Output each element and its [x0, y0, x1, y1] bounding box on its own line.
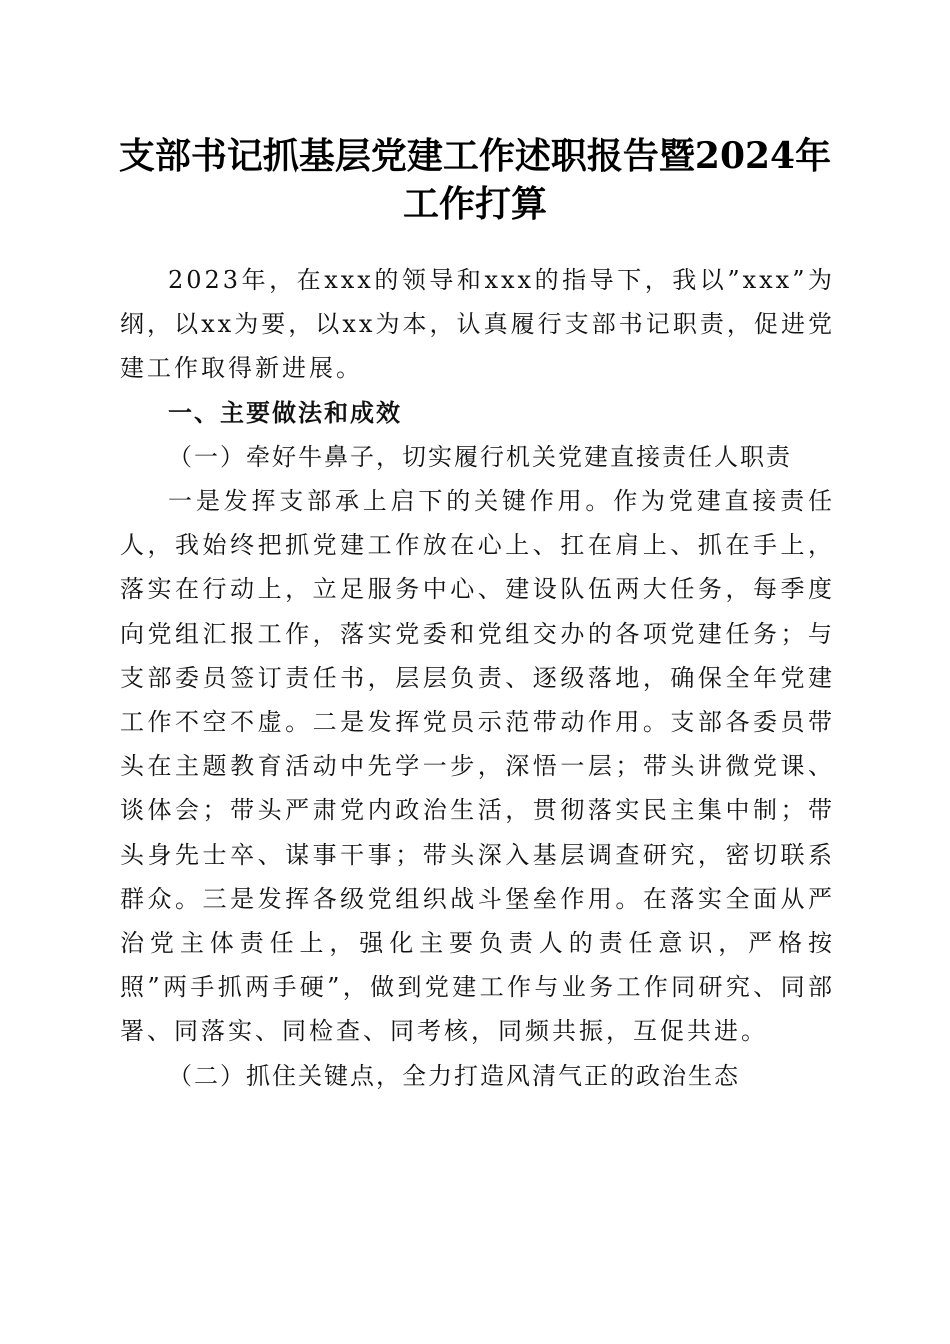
document-body — [120, 258, 835, 1098]
subsection-heading-2: （二）抓住关键点，全力打造风清气正的政治生态 — [168, 1061, 740, 1090]
intro-paragraph: 2023年，在xxx的领导和xxx的指导下，我以”xxx”为纲，以xx为要，以xx为本，认真履行支部书记职责，促进党建工作取得新进展。 — [120, 266, 835, 383]
document-title — [100, 132, 850, 228]
title-line-1: 支部书记抓基层党建工作述职报告暨2024年 — [118, 135, 832, 177]
section-heading-1: 一、主要做法和成效 — [168, 398, 402, 427]
subsection-heading-1: （一）牵好牛鼻子，切实履行机关党建直接责任人职责 — [168, 442, 792, 471]
subsection-1-paragraph: 一是发挥支部承上启下的关键作用。作为党建直接责任人，我始终把抓党建工作放在心上、扛在肩上、抓在手上，落实在行动上，立足服务中心、建设队伍两大任务，每季度向党组汇报工作，落实党委和党组交办的各项党建任务；与支部委员签订责任书，层层负责、逐级落地，确保全年党建工作不空不虚。二是发挥党员示范带动作用。支部各委员带头在主题教育活动中先学一步，深悟一层；带头讲微党课、谈体会；带头严肃党内政治生活，贯彻落实民主集中制；带头身先士卒、谋事干事；带头深入基层调查研究，密切联系群众。三是发挥各级党组织战斗堡垒作用。在落实全面从严治党主体责任上，强化主要负责人的责任意识，严格按照”两手抓两手硬”，做到党建工作与业务工作同研究、同部署、同落实、同检查、同考核，同频共振，互促共进。 — [120, 487, 835, 1046]
title-line-2: 工作打算 — [402, 183, 547, 225]
